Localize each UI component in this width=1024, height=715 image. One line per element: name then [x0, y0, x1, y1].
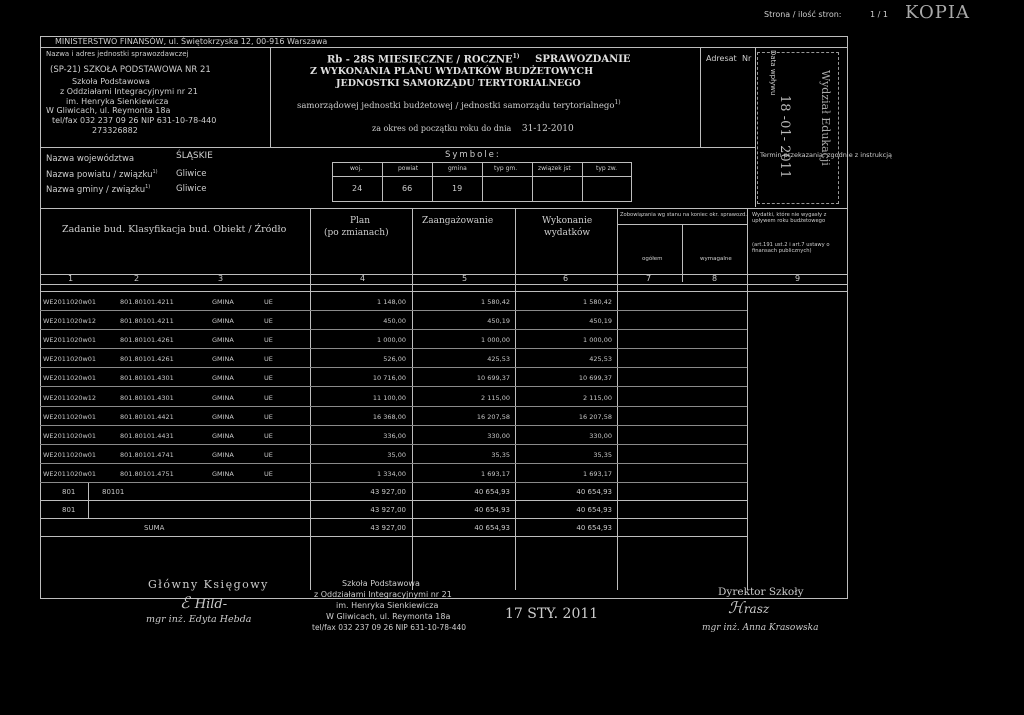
row-execution: 1 693,17: [583, 469, 612, 478]
adresat-label: Adresat: [706, 54, 737, 63]
row-classification: 801.80101.4211: [120, 317, 174, 326]
unit-line6: tel/fax 032 237 09 26 NIP 631-10-78-440: [52, 116, 217, 125]
col-num-7: 7: [646, 274, 652, 283]
deadline-label: Termin przekazania: zgodnie z instrukcją: [760, 151, 893, 159]
page-count-label: Strona / ilość stron:: [764, 10, 842, 19]
report-title-tail: SPRAWOZDANIE: [535, 54, 631, 66]
subtotal-engagement: 40 654,93: [474, 506, 510, 514]
row-plan: 1 000,00: [377, 336, 406, 345]
symbol-value-1: 66: [402, 184, 413, 193]
subtotal-plan: 43 927,00: [370, 506, 406, 514]
row-object: GMINA: [212, 431, 234, 440]
report-subtitle-text: samorządowej jednostki budżetowej / jednostki samorządu terytorialnego: [297, 100, 615, 111]
accountant-signature: ℰ Hild-: [180, 593, 228, 612]
col-num-4: 4: [360, 274, 366, 283]
county-label-sup: 1): [152, 169, 158, 175]
row-engagement: 425,53: [487, 355, 510, 364]
row-task: WE2011020w01: [43, 336, 97, 345]
director-title: Dyrektor Szkoły: [718, 586, 804, 598]
row-object: GMINA: [212, 317, 234, 326]
col-header-execution: Wykonanie: [542, 216, 593, 226]
row-object: GMINA: [212, 412, 234, 421]
director-signature: ℋrasz: [728, 598, 770, 617]
row-engagement: 2 115,00: [481, 393, 510, 402]
report-title-line3: JEDNOSTKI SAMORZĄDU TERYTORIALNEGO: [336, 78, 581, 89]
row-task: WE2011020w01: [43, 469, 97, 478]
row-plan: 1 334,00: [377, 469, 406, 478]
row-task: WE2011020w12: [43, 393, 97, 402]
subtotal-engagement: 40 654,93: [474, 488, 510, 496]
report-subtitle-sup: 1): [614, 99, 621, 106]
col-header-total: ogółem: [642, 256, 663, 262]
row-classification: 801.80101.4301: [120, 374, 174, 383]
row-plan: 16 368,00: [372, 412, 406, 421]
school-stamp-line5: tel/fax 032 237 09 26 NIP 631-10-78-440: [312, 623, 467, 632]
row-task: WE2011020w01: [43, 355, 97, 364]
col-header-nonexpiring: Wydatki, które nie wygasły z upływem roku budżetowego: [752, 212, 827, 224]
row-source: UE: [264, 393, 273, 402]
subtotal-execution: 40 654,93: [576, 506, 612, 514]
row-source: UE: [264, 298, 273, 306]
row-engagement: 10 699,37: [476, 374, 510, 383]
county-value: Gliwice: [176, 169, 207, 179]
regon: 273326882: [92, 126, 138, 135]
subtotal-plan: 43 927,00: [370, 488, 406, 496]
signature-date: 17 STY. 2011: [505, 606, 599, 622]
row-classification: 801.80101.4431: [120, 431, 174, 440]
row-object: GMINA: [212, 374, 234, 383]
col-num-3: 3: [218, 274, 224, 283]
row-source: UE: [264, 355, 273, 364]
row-task: WE2011020w12: [43, 317, 97, 326]
row-execution: 450,19: [589, 317, 612, 326]
row-execution: 2 115,00: [583, 393, 612, 402]
symbol-value-0: 24: [352, 184, 363, 193]
row-source: UE: [264, 450, 273, 459]
symbol-header-2: gmina: [448, 165, 467, 172]
col-header-engagement: Zaangażowanie: [422, 216, 494, 226]
row-plan: 35,00: [387, 450, 406, 459]
row-object: GMINA: [212, 393, 234, 402]
school-stamp-line2: z Oddziałami Integracyjnymi nr 21: [314, 590, 452, 599]
row-source: UE: [264, 317, 273, 326]
row-execution: 16 207,58: [578, 412, 612, 421]
accountant-name: mgr inż. Edyta Hebda: [146, 614, 252, 625]
row-task: WE2011020w01: [43, 298, 97, 306]
unit-label: Nazwa i adres jednostki sprawozdawczej: [46, 50, 189, 58]
row-execution: 10 699,37: [578, 374, 612, 383]
row-classification: 801.80101.4211: [120, 298, 174, 306]
row-engagement: 16 207,58: [476, 412, 510, 421]
symbol-value-2: 19: [452, 184, 463, 193]
subtotal-engagement: 40 654,93: [474, 524, 510, 532]
school-stamp-line4: W Gliwicach, ul. Reymonta 18a: [326, 612, 451, 621]
copy-stamp: KOPIA: [905, 2, 970, 23]
row-engagement: 35,35: [491, 450, 510, 459]
symbol-header-0: woj.: [350, 165, 363, 172]
col-num-1: 1: [68, 274, 74, 283]
row-classification: 801.80101.4261: [120, 355, 174, 364]
row-plan: 1 148,00: [377, 298, 406, 306]
col-header-plan-sub: (po zmianach): [324, 228, 389, 238]
row-execution: 330,00: [589, 431, 612, 440]
period-value: 31-12-2010: [521, 124, 574, 134]
row-source: UE: [264, 469, 273, 478]
col-header-liabilities: Zobowiązania wg stanu na koniec okr. sprawozd.: [620, 212, 747, 218]
report-subtitle: [297, 100, 621, 111]
subtotal-label: 801: [62, 506, 76, 514]
symbol-header-4: związek jst: [538, 165, 571, 172]
report-title-main: Rb - 28S MIESIĘCZNE / ROCZNE: [327, 54, 513, 66]
symbols-label: Symbole:: [445, 150, 501, 160]
row-classification: 801.80101.4421: [120, 412, 174, 421]
symbol-header-3: typ gm.: [494, 165, 518, 172]
col-header-plan: Plan: [350, 216, 371, 226]
unit-line5: W Gliwicach, ul. Reymonta 18a: [46, 106, 171, 115]
date-label: Data wpływu: [769, 50, 777, 96]
ministry-address: MINISTERSTWO FINANSÓW, ul. Świętokrzyska 12, 00-916 Warszawa: [55, 37, 328, 46]
subtotal-execution: 40 654,93: [576, 488, 612, 496]
row-classification: 801.80101.4751: [120, 469, 174, 478]
row-object: GMINA: [212, 336, 234, 345]
row-execution: 35,35: [593, 450, 612, 459]
row-source: UE: [264, 374, 273, 383]
county-label: [46, 170, 158, 180]
period-label: za okres od początku roku do dnia: [372, 124, 512, 133]
row-engagement: 330,00: [487, 431, 510, 440]
row-source: UE: [264, 412, 273, 421]
row-object: GMINA: [212, 298, 234, 306]
row-object: GMINA: [212, 469, 234, 478]
school-stamp-line3: im. Henryka Sienkiewicza: [336, 601, 439, 610]
report-title-sup: 1): [512, 53, 520, 60]
county-label-text: Nazwa powiatu / związku: [46, 169, 153, 180]
commune-label-text: Nazwa gminy / związku: [46, 184, 146, 195]
col-header-execution-sub: wydatków: [544, 228, 591, 238]
unit-line2: Szkoła Podstawowa: [72, 77, 150, 86]
subtotal-plan: 43 927,00: [370, 524, 406, 532]
row-engagement: 1 693,17: [481, 469, 510, 478]
row-execution: 425,53: [589, 355, 612, 364]
col-num-2: 2: [134, 274, 140, 283]
row-object: GMINA: [212, 450, 234, 459]
nr-label: Nr: [742, 54, 752, 63]
director-name: mgr inż. Anna Krasowska: [702, 623, 819, 633]
subtotal-execution: 40 654,93: [576, 524, 612, 532]
commune-value: Gliwice: [176, 184, 207, 194]
accountant-title: Główny Księgowy: [148, 578, 269, 591]
voivodeship-label: Nazwa województwa: [46, 154, 135, 164]
subtotal-label: SUMA: [144, 524, 165, 532]
col-header-task: Zadanie bud. Klasyfikacja bud. Obiekt / Źródło: [62, 224, 287, 235]
col-header-nonexpiring-note: (art.191 ust.2 i art.7 ustawy o finansach publicznych): [752, 242, 830, 254]
row-plan: 450,00: [383, 317, 406, 326]
report-period: [372, 125, 574, 135]
unit-name: (SP-21) SZKOŁA PODSTAWOWA NR 21: [50, 65, 211, 75]
row-classification: 801.80101.4261: [120, 336, 174, 345]
row-plan: 336,00: [383, 431, 406, 440]
row-plan: 526,00: [383, 355, 406, 364]
row-task: WE2011020w01: [43, 450, 97, 459]
row-engagement: 1 000,00: [481, 336, 510, 345]
stamp-date: 18 -01- 2011: [777, 95, 792, 179]
commune-label: [46, 185, 150, 195]
row-task: WE2011020w01: [43, 374, 97, 383]
row-task: WE2011020w01: [43, 431, 97, 440]
col-num-8: 8: [712, 274, 718, 283]
symbol-header-1: powiat: [398, 165, 419, 172]
row-engagement: 450,19: [487, 317, 510, 326]
subtotal-sublabel: 80101: [102, 488, 125, 496]
row-classification: 801.80101.4301: [120, 393, 174, 402]
row-execution: 1 000,00: [583, 336, 612, 345]
row-object: GMINA: [212, 355, 234, 364]
voivodeship-value: ŚLĄSKIE: [176, 151, 213, 161]
unit-line4: im. Henryka Sienkiewicza: [66, 97, 169, 106]
commune-label-sup: 1): [145, 184, 151, 190]
report-title-line2: Z WYKONANIA PLANU WYDATKÓW BUDŻETOWYCH: [310, 66, 594, 77]
row-source: UE: [264, 431, 273, 440]
stamp-text: Wydział Edukacji: [819, 70, 832, 166]
subtotal-label: 801: [62, 488, 76, 496]
col-header-due: wymagalne: [700, 256, 732, 262]
page-count-value: 1 / 1: [870, 10, 888, 19]
col-num-9: 9: [795, 274, 801, 283]
row-engagement: 1 580,42: [481, 298, 510, 306]
unit-line3: z Oddziałami Integracyjnymi nr 21: [60, 87, 198, 96]
row-classification: 801.80101.4741: [120, 450, 174, 459]
row-task: WE2011020w01: [43, 412, 97, 421]
symbol-header-5: typ zw.: [596, 165, 618, 172]
row-plan: 11 100,00: [372, 393, 406, 402]
col-num-5: 5: [462, 274, 468, 283]
school-stamp-line1: Szkoła Podstawowa: [342, 579, 420, 588]
col-num-6: 6: [563, 274, 569, 283]
row-plan: 10 716,00: [372, 374, 406, 383]
report-title: [327, 53, 631, 65]
row-source: UE: [264, 336, 273, 345]
row-execution: 1 580,42: [583, 298, 612, 306]
